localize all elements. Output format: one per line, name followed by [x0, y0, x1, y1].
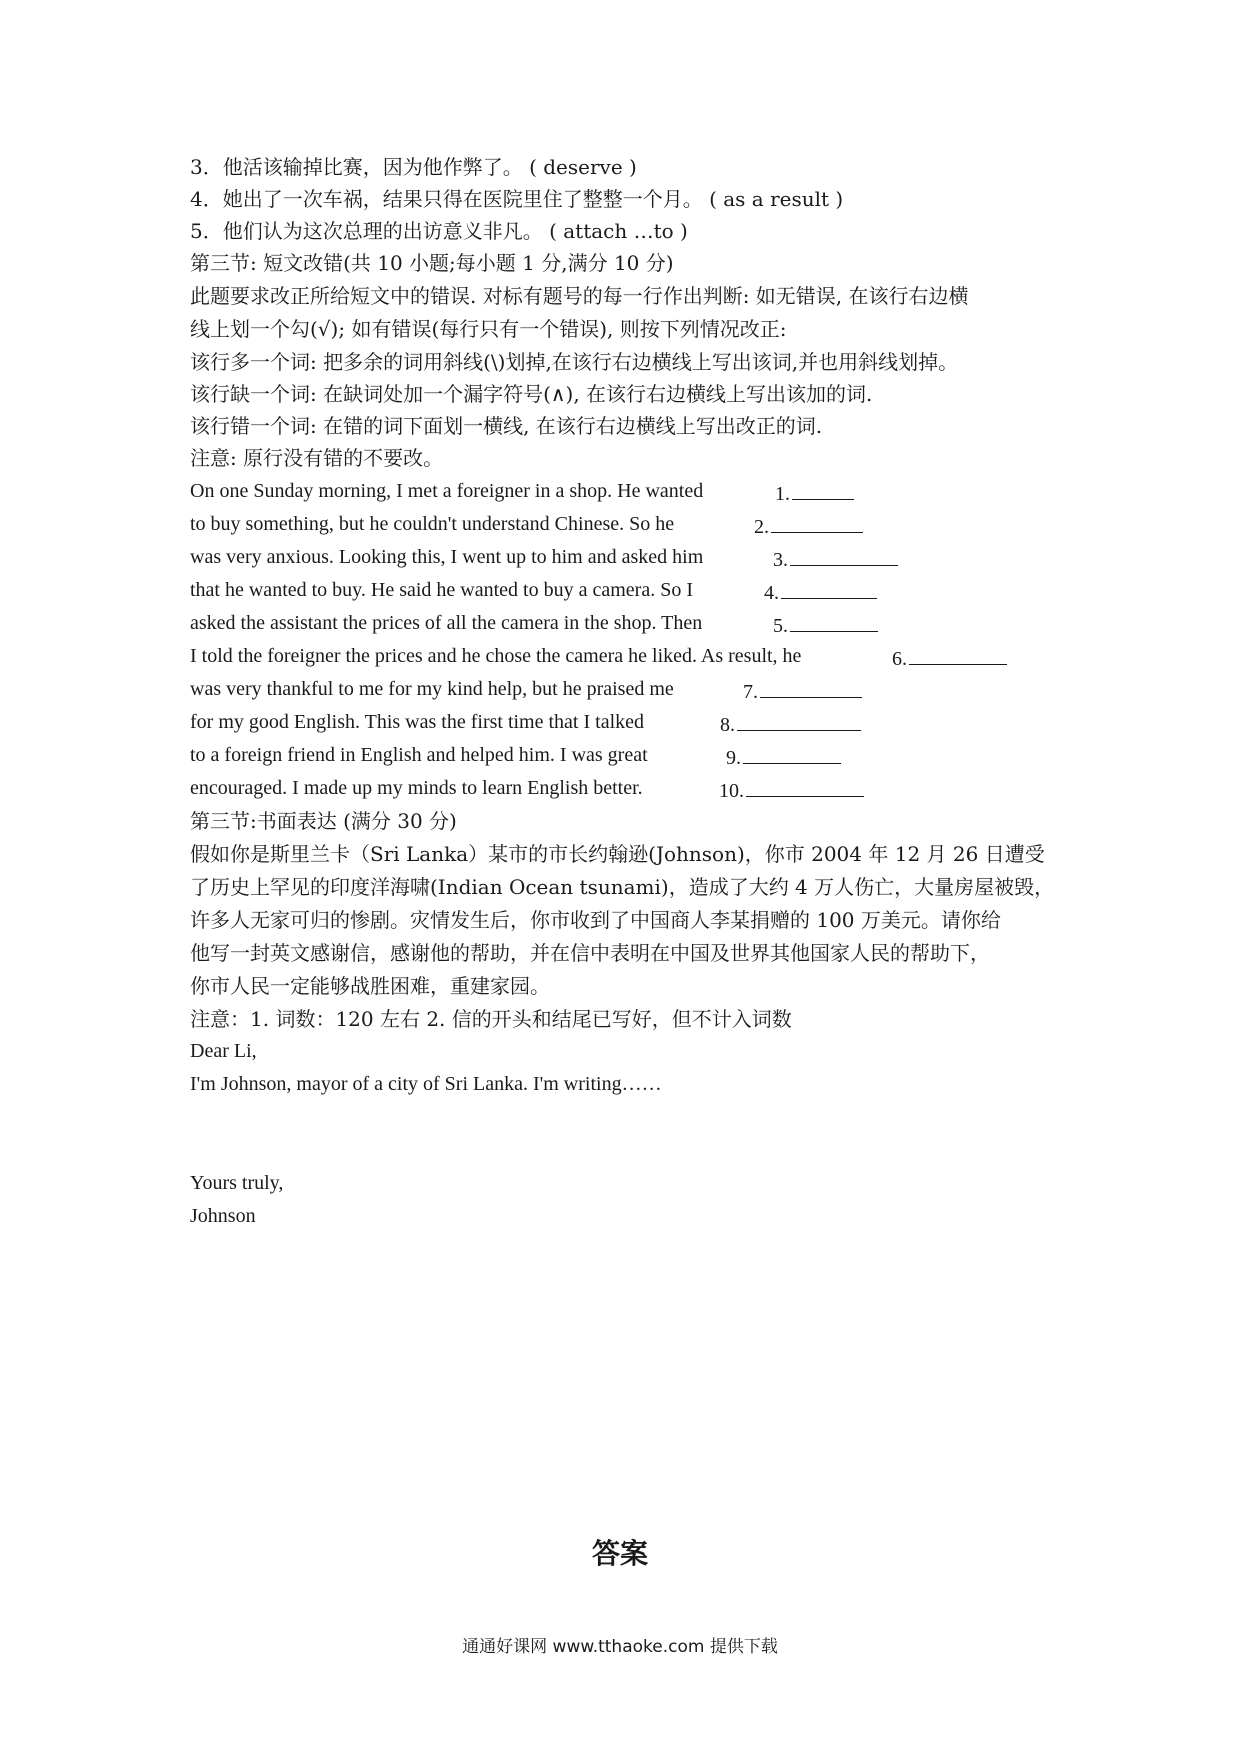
- translation-item-4: 4．她出了一次车祸，结果只得在医院里住了整整一个月。 ( as a result ): [190, 187, 844, 211]
- letter-signature: Johnson: [190, 1205, 256, 1227]
- section-heading-writing: 第三节:书面表达 (满分 30 分): [190, 809, 457, 833]
- passage-line: was very anxious. Looking this, I went up to him and asked him: [190, 546, 704, 568]
- writing-prompt-line: 你市人民一定能够战胜困难，重建家园。: [190, 974, 550, 998]
- writing-prompt-line: 许多人无家可归的惨剧。灾情发生后，你市收到了中国商人李某捐赠的 100 万美元。请你给: [190, 908, 1001, 932]
- instruction-line: 该行错一个词: 在错的词下面划一横线, 在该行右边横线上写出改正的词.: [190, 414, 823, 438]
- page-footer: 通通好课网 www.tthaoke.com 提供下载: [462, 1637, 778, 1657]
- translation-item-5: 5．他们认为这次总理的出访意义非凡。 ( attach …to ): [190, 219, 688, 243]
- letter-greeting: Dear Li,: [190, 1040, 257, 1062]
- answer-blank-4[interactable]: 4.: [764, 578, 877, 605]
- instruction-line: 此题要求改正所给短文中的错误. 对标有题号的每一行作出判断: 如无错误, 在该行右边横: [190, 284, 969, 308]
- passage-line: was very thankful to me for my kind help, but he praised me: [190, 678, 674, 700]
- answer-blank-9[interactable]: 9.: [726, 743, 841, 770]
- passage-line: to a foreign friend in English and helped him. I was great: [190, 744, 648, 766]
- instruction-line: 该行缺一个词: 在缺词处加一个漏字符号(∧), 在该行右边横线上写出该加的词.: [190, 382, 873, 406]
- passage-line: encouraged. I made up my minds to learn English better.: [190, 777, 643, 799]
- answer-blank-1[interactable]: 1.: [775, 479, 854, 506]
- section-heading-error-correction: 第三节: 短文改错(共 10 小题;每小题 1 分,满分 10 分): [190, 251, 674, 275]
- answer-blank-8[interactable]: 8.: [720, 710, 861, 737]
- instruction-line: 该行多一个词: 把多余的词用斜线(\)划掉,在该行右边横线上写出该词,并也用斜线划掉。: [190, 350, 959, 374]
- instruction-line: 线上划一个勾(√); 如有错误(每行只有一个错误), 则按下列情况改正:: [190, 317, 787, 341]
- translation-item-3: 3．他活该输掉比赛，因为他作弊了。 ( deserve ): [190, 155, 637, 179]
- passage-line: that he wanted to buy. He said he wanted to buy a camera. So I: [190, 579, 693, 601]
- writing-prompt-line: 假如你是斯里兰卡（Sri Lanka）某市的市长约翰逊(Johnson)，你市 2004 年 12 月 26 日遭受: [190, 842, 1045, 866]
- answer-blank-6[interactable]: 6.: [892, 644, 1007, 671]
- passage-line: I told the foreigner the prices and he chose the camera he liked. As result, he: [190, 645, 802, 667]
- passage-line: to buy something, but he couldn't understand Chinese. So he: [190, 513, 675, 535]
- answer-blank-10[interactable]: 10.: [719, 776, 864, 803]
- passage-line: On one Sunday morning, I met a foreigner in a shop. He wanted: [190, 480, 704, 502]
- letter-opening: I'm Johnson, mayor of a city of Sri Lanka. I'm writing……: [190, 1073, 662, 1095]
- passage-line: for my good English. This was the first time that I talked: [190, 711, 645, 733]
- writing-prompt-line: 他写一封英文感谢信，感谢他的帮助，并在信中表明在中国及世界其他国家人民的帮助下，: [190, 941, 990, 965]
- answer-title: 答案: [591, 1537, 648, 1570]
- answer-blank-3[interactable]: 3.: [773, 545, 898, 572]
- instruction-note: 注意: 原行没有错的不要改。: [190, 446, 444, 470]
- writing-note: 注意：1. 词数：120 左右 2. 信的开头和结尾已写好，但不计入词数: [190, 1007, 792, 1031]
- writing-prompt-line: 了历史上罕见的印度洋海啸(Indian Ocean tsunami)，造成了大约 4 万人伤亡，大量房屋被毁，: [190, 875, 1055, 899]
- letter-closing: Yours truly,: [190, 1172, 284, 1194]
- answer-blank-5[interactable]: 5.: [773, 611, 878, 638]
- answer-blank-2[interactable]: 2.: [754, 512, 863, 539]
- answer-blank-7[interactable]: 7.: [743, 677, 862, 704]
- passage-line: asked the assistant the prices of all the camera in the shop. Then: [190, 612, 703, 634]
